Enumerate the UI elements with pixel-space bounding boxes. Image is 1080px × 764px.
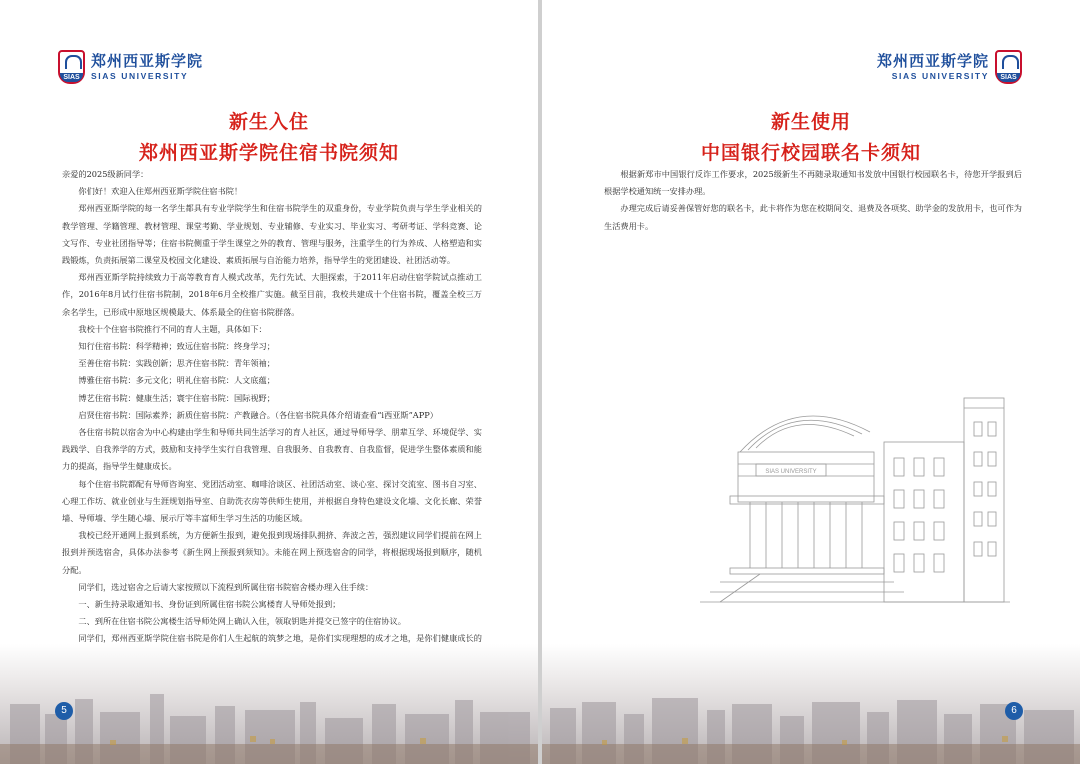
left-page xyxy=(0,0,538,764)
paragraph: 你们好！欢迎入住郑州西亚斯学院住宿书院！ xyxy=(78,186,243,197)
paragraph: 我校十个住宿书院推行不同的育人主题，具体如下： xyxy=(78,323,267,334)
page-title-line1: 新生使用 xyxy=(770,111,851,133)
salutation: 亲爱的2025级新同学： xyxy=(62,169,149,179)
page-title-line2: 中国银行校园联名卡须知 xyxy=(700,142,921,164)
paragraph: 我校已经开通网上报到系统，为方便新生报到，避免报到现场排队拥挤、奔波之苦，强烈建议同学们提前在网上报到并预选宿舍，具体办法参考《新生网上预报到须知》。未能在网上预选宿舍的同学，将根据现场报到顺序，随机分配。 xyxy=(62,530,482,575)
paragraph: 郑州西亚斯学院的每一名学生都具有专业学院学生和住宿书院学生的双重身份，专业学院负责与学生学业相关的教学管理、学籍管理、教材管理、课堂考勤、学业规划、专业辅修、专业实习、毕业实习、考研考证、学科竞赛、论文写作、专业社团指导等；住宿书院侧重于学生课堂之外的教育、管理与服务，注重学生的行为养成、人格塑造和实践锻炼，负责拓展第二课堂及校园文化建设、素质拓展与自治能力培养，指导学生的党团建设、社团活动等。 xyxy=(62,203,482,266)
page-title-line2: 郑州西亚斯学院住宿书院须知 xyxy=(138,142,399,164)
step-item: 二、到所在住宿书院公寓楼生活导师处网上确认入住，领取钥匙并提交已签字的住宿协议。 xyxy=(78,616,406,627)
notice-body xyxy=(604,166,1022,235)
brand-name-cn: 郑州西亚斯学院 xyxy=(876,51,989,70)
college-theme-line: 启贤住宿书院：国际素养；新质住宿书院：产教融合。（各住宿书院具体介绍请查看“i西亚斯”APP） xyxy=(78,409,438,420)
cityscape-image xyxy=(542,644,1080,764)
page-title-line1: 新生入住 xyxy=(228,111,309,133)
paragraph: 根据新郑市中国银行反诈工作要求，2025级新生不再随录取通知书发放中国银行校园联名卡，待您开学报到后根据学校通知统一安排办理。 xyxy=(604,169,1022,197)
college-theme-line: 博雅住宿书院：多元文化；明礼住宿书院：人文底蕴； xyxy=(78,375,275,386)
university-logo xyxy=(877,50,1022,84)
brand-name-en: SIAS UNIVERSITY xyxy=(91,70,189,81)
university-building-illustration xyxy=(700,392,1010,614)
page-number: 5 xyxy=(55,702,73,720)
university-logo xyxy=(58,50,203,84)
sias-badge-icon: SIAS xyxy=(58,50,85,84)
page-number: 6 xyxy=(1005,702,1023,720)
notice-body xyxy=(62,166,482,665)
brand-name-en: SIAS UNIVERSITY xyxy=(891,70,989,81)
right-page xyxy=(542,0,1080,764)
paragraph: 郑州西亚斯学院持续致力于高等教育育人模式改革，先行先试、大胆探索，于2011年启动住宿学院试点推动工作，2016年8月试行住宿书院制，2018年6月全校推广实施。截至目前，我校共建成十个住宿书院，覆盖全校三万余名学生，已形成中原地区规模最大、体系最全的住宿书院群落。 xyxy=(62,272,482,317)
paragraph: 每个住宿书院都配有导师咨询室、党团活动室、咖啡洽谈区、社团活动室、谈心室、探讨交流室、图书自习室、心理工作坊、就业创业与生涯规划指导室、自助洗衣房等供师生使用，并根据自身特色建设文化墙、文化长廊、荣誉墙、导师墙、学生随心墙、展示厅等丰富师生学习生活的功能区域。 xyxy=(62,478,482,524)
paragraph: 同学们，郑州西亚斯学院住宿书院是你们人生起航的筑梦之地，是你们实现理想的成才之地，是你们健康成长的 xyxy=(78,633,482,644)
college-theme-line: 博艺住宿书院：健康生活；寰宇住宿书院：国际视野； xyxy=(78,392,275,403)
step-item: 一、新生持录取通知书、身份证到所属住宿书院公寓楼育人导师处报到； xyxy=(78,599,341,610)
college-theme-line: 至善住宿书院：实践创新；思齐住宿书院：青年领袖； xyxy=(78,358,275,369)
sias-badge-icon: SIAS xyxy=(995,50,1022,84)
paragraph: 同学们，选过宿舍之后请大家按照以下流程到所属住宿书院宿舍楼办理入住手续： xyxy=(78,581,374,592)
paragraph: 各住宿书院以宿舍为中心构建由学生和导师共同生活学习的育人社区，通过导师导学、朋辈互学、环境促学、实践践学、自我养学的方式，鼓励和支持学生实行自我管理、自我服务、自我教育、自我监督，促进学生整体素质和能力的提高，指导学生健康成长。 xyxy=(62,427,482,472)
building-sign-text: SIAS UNIVERSITY xyxy=(765,469,817,475)
brand-name-cn: 郑州西亚斯学院 xyxy=(91,51,204,70)
cityscape-image xyxy=(0,644,538,764)
college-theme-line: 知行住宿书院：科学精神；致远住宿书院：终身学习； xyxy=(78,341,275,352)
paragraph: 办理完成后请妥善保管好您的联名卡，此卡将作为您在校期间交、退费及各项奖、助学金的发放用卡，也可作为生活费用卡。 xyxy=(604,203,1022,231)
